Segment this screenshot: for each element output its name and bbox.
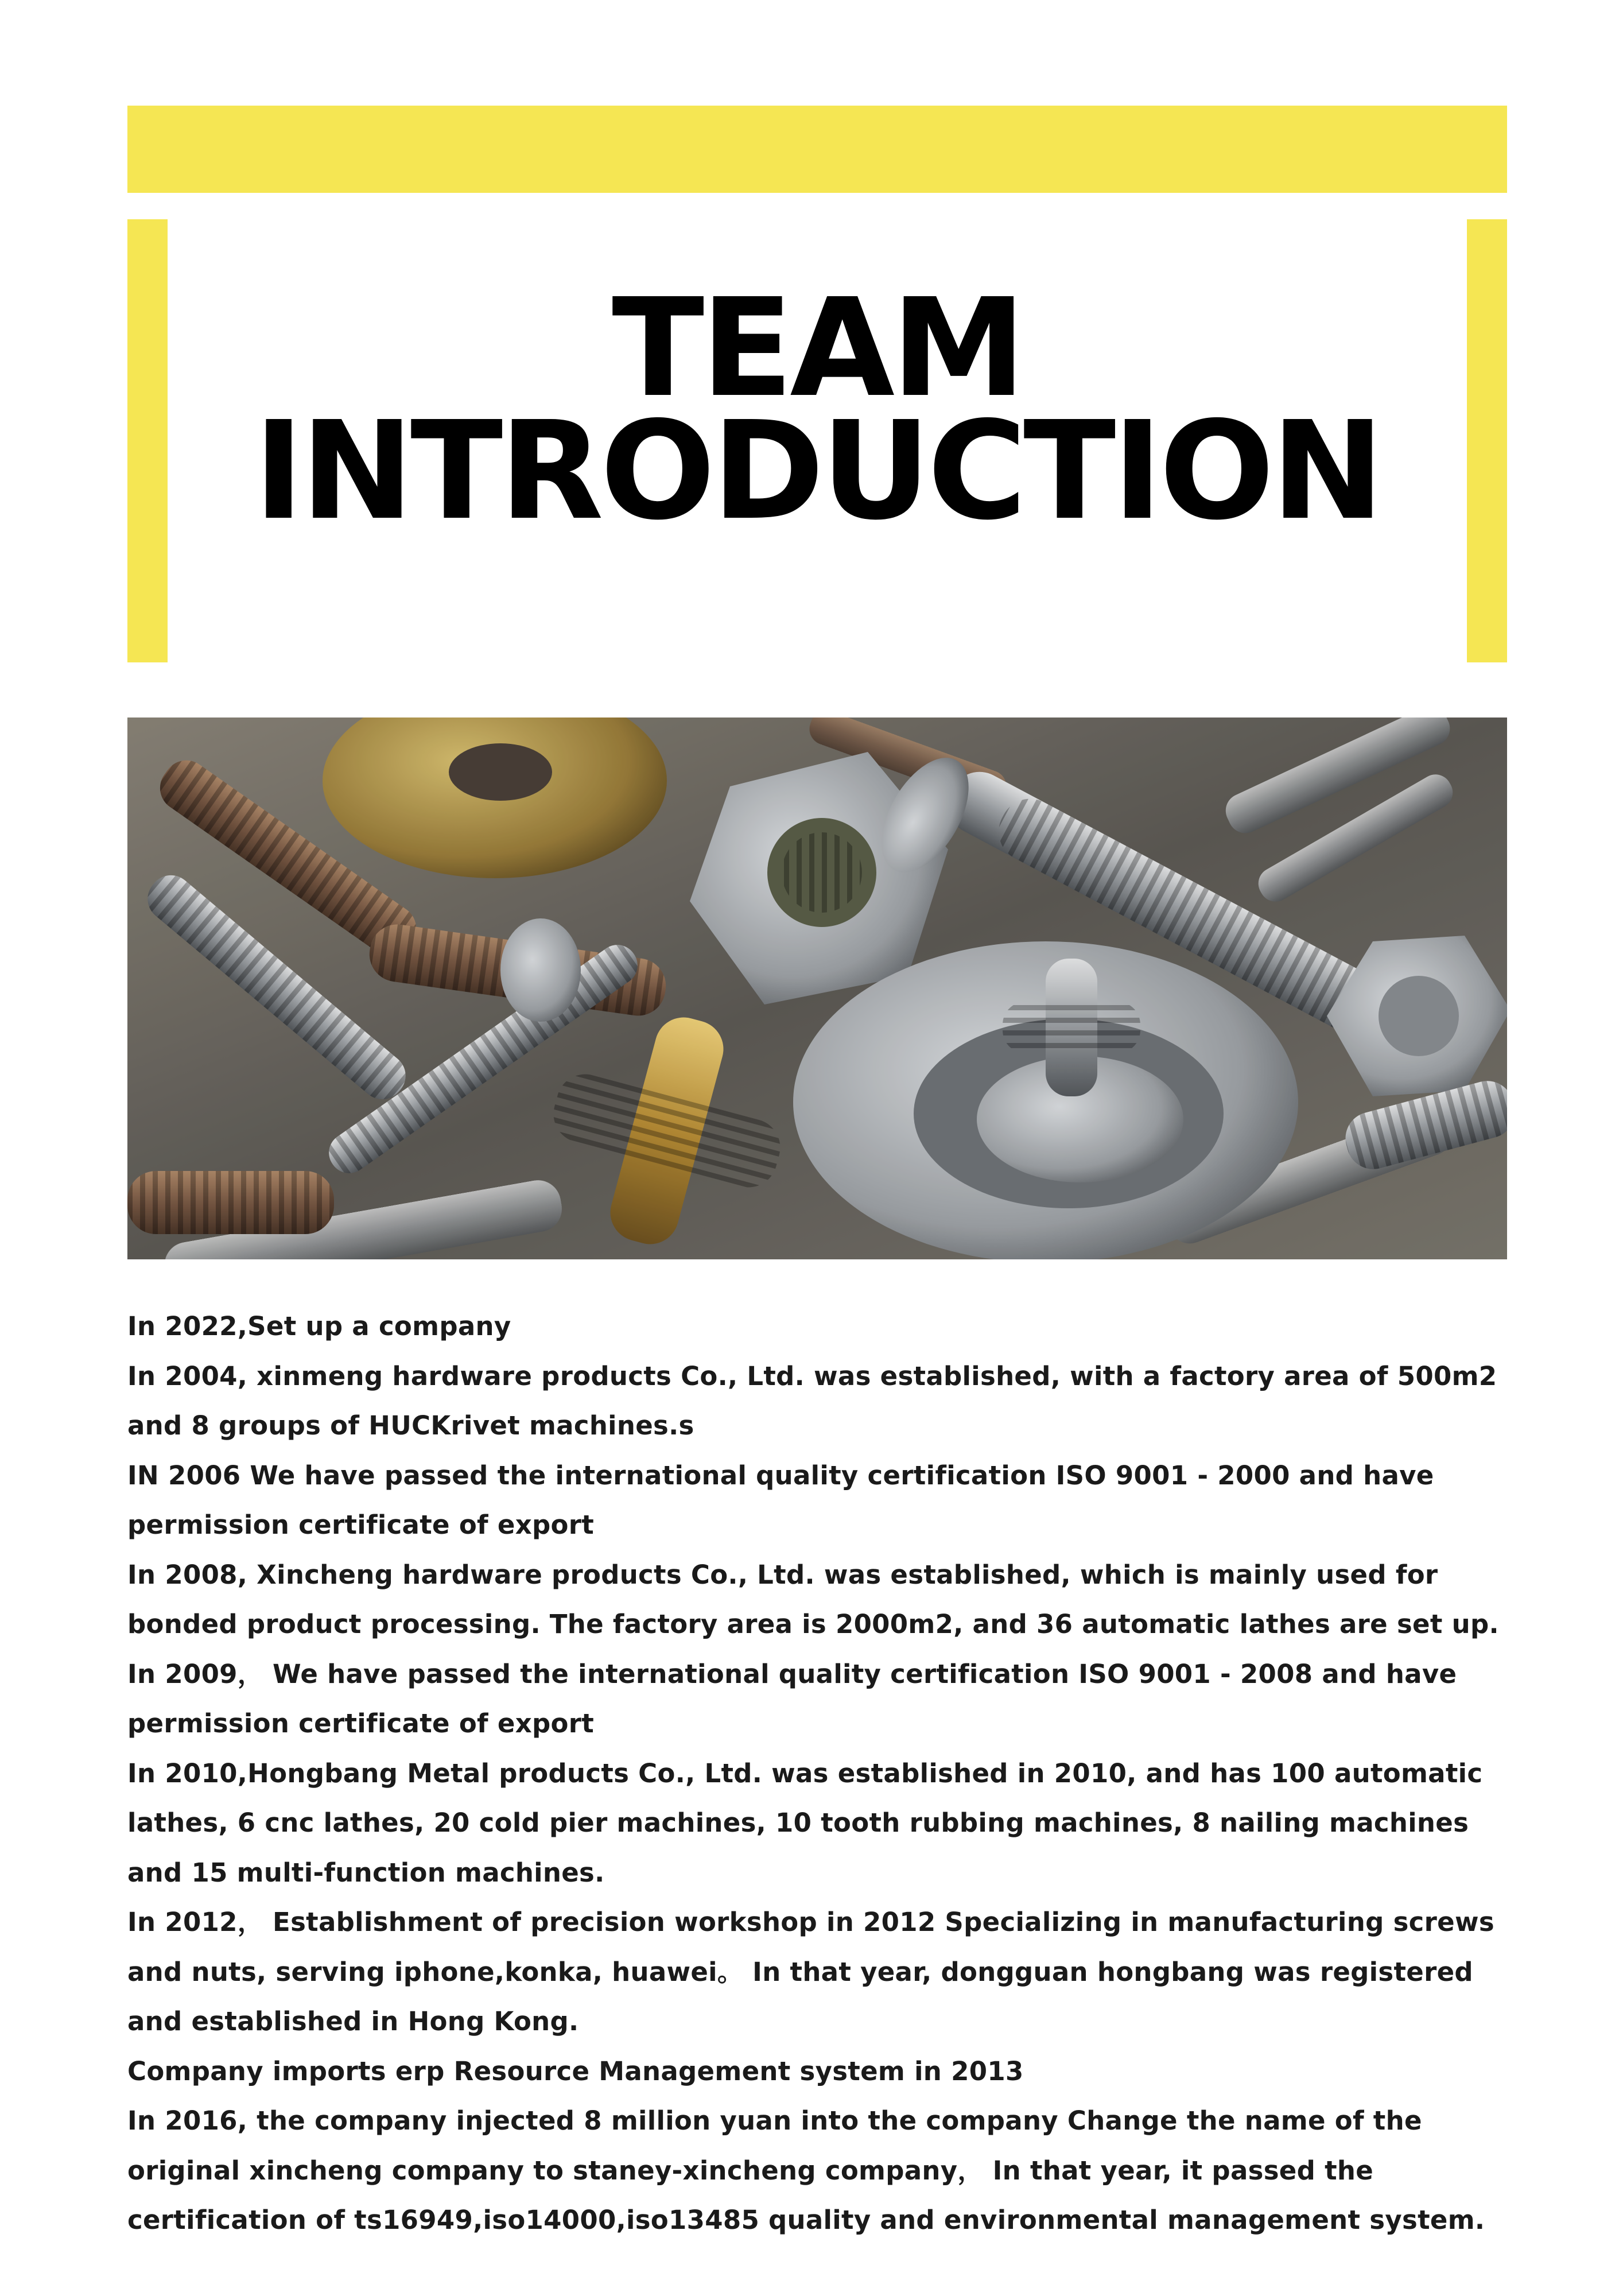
title-line-2: INTRODUCTION [253,392,1381,550]
left-accent-bar [127,219,168,662]
page-title [168,269,1467,550]
history-item: In 2010,Hongbang Metal products Co., Ltd. was established in 2010, and has 100 automatic lathes, 6 cnc lathes, 20 cold pier machines, 10 tooth rubbing machines, 8 nailing machines and 15 multi-function machines. [127,1758,1483,1888]
history-item: In 2012， Establishment of precision workshop in 2012 Specializing in manufacturing screws and nuts, serving iphone,konka, huawei。 In that year, dongguan hongbang was registered and established in Hong Kong. [127,1907,1494,2037]
hardware-photo [127,718,1507,1259]
right-accent-bar [1467,219,1507,662]
history-item: Company imports erp Resource Management system in 2013 [127,2055,1024,2086]
history-item: IN 2006 We have passed the international quality certification ISO 9001 - 2000 and have permission certificate of export [127,1460,1434,1540]
screws-bolts-image [127,718,1507,1259]
history-item: In 2009， We have passed the international quality certification ISO 9001 - 2008 and have permission certificate of export [127,1658,1457,1739]
top-accent-bar [127,106,1507,193]
history-item: In 2022,Set up a company [127,1311,511,1341]
title-line-1: TEAM [612,269,1023,427]
history-item: In 2008, Xincheng hardware products Co., Ltd. was established, which is mainly used for bonded product processing. The factory area is 2000m2, and 36 automatic lathes are set up. [127,1559,1499,1639]
company-history-list [127,1302,1516,2245]
history-item: In 2016, the company injected 8 million yuan into the company Change the name of the original xincheng company to staney-xincheng company， In that year, it passed the certification of ts16949,iso14000,iso13485 quality and environmental management system. [127,2105,1485,2235]
history-item: In 2004, xinmeng hardware products Co., Ltd. was established, with a factory area of 500m2 and 8 groups of HUCKrivet machines.s [127,1360,1497,1441]
